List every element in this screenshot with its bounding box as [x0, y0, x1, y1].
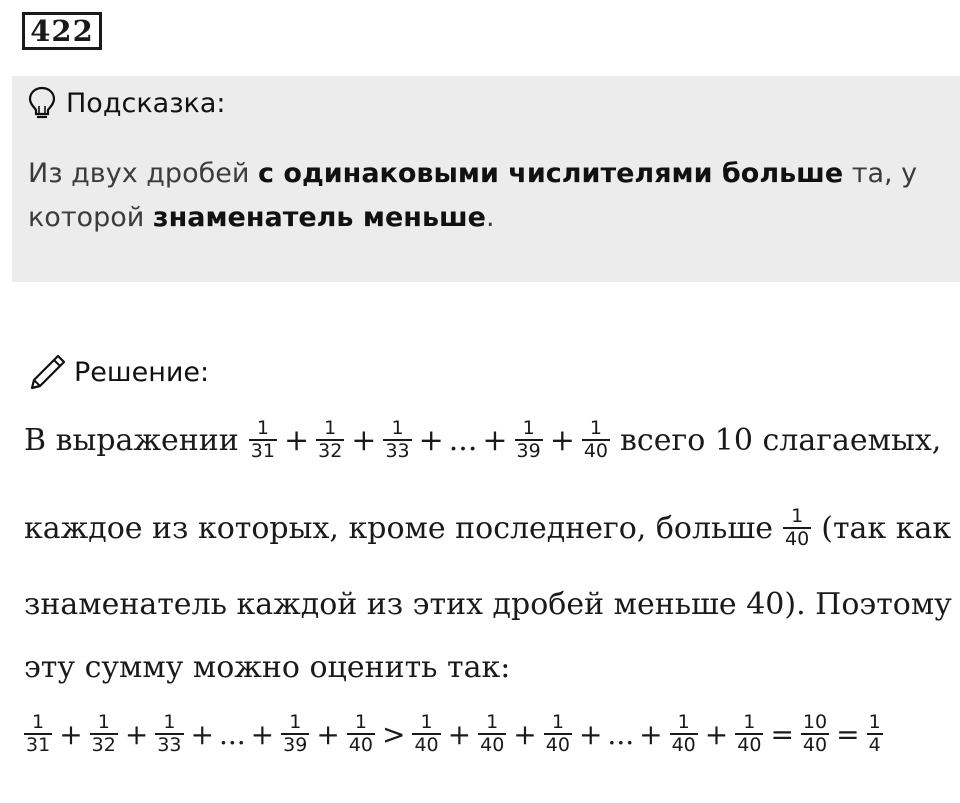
plus-sign: + [190, 717, 214, 751]
numerator: 1 [486, 711, 499, 733]
ellipsis: ... [218, 717, 246, 751]
ellipsis: ... [607, 717, 635, 751]
plus-sign: + [513, 717, 537, 751]
denominator: 32 [91, 734, 116, 756]
hint-text-1: Из двух дробей [28, 158, 258, 189]
numerator: 1 [791, 505, 804, 527]
solution-line-2 [24, 506, 951, 550]
fraction [867, 712, 883, 756]
denominator: 31 [26, 734, 51, 756]
plus-sign: + [482, 422, 508, 458]
pencil-icon [28, 352, 68, 392]
numerator: 10 [802, 711, 828, 733]
fraction [801, 712, 829, 756]
hint-title: Подсказка: [66, 87, 226, 119]
line1-start-text: В выражении [24, 422, 239, 458]
plus-sign: + [59, 717, 83, 751]
numerator: 1 [256, 417, 269, 439]
equals-sign: = [836, 717, 860, 751]
line2-start-text: каждое из которых, кроме последнего, больше [24, 510, 774, 546]
denominator: 40 [583, 440, 609, 462]
numerator: 1 [391, 417, 404, 439]
plus-sign: + [316, 717, 340, 751]
hint-header [28, 86, 226, 120]
numerator: 1 [551, 711, 564, 733]
numerator: 1 [420, 711, 433, 733]
fraction [783, 506, 811, 550]
numerator: 1 [163, 711, 176, 733]
lightbulb-icon [28, 86, 56, 120]
fraction [412, 712, 440, 756]
fraction [281, 712, 309, 756]
fraction [735, 712, 763, 756]
numerator: 1 [677, 711, 690, 733]
plus-sign: + [447, 717, 472, 751]
denominator: 40 [671, 734, 696, 756]
denominator: 39 [283, 734, 308, 756]
numerator: 1 [32, 711, 45, 733]
numerator: 1 [868, 711, 881, 733]
line3-text: знаменатель каждой из этих дробей меньше 40). Поэтому [24, 587, 952, 622]
hint-text [28, 152, 928, 240]
plus-sign: + [639, 717, 663, 751]
fraction [515, 418, 543, 462]
denominator: 40 [545, 734, 570, 756]
fraction [670, 712, 698, 756]
plus-sign: + [578, 717, 603, 751]
fraction [582, 418, 610, 462]
denominator: 40 [414, 734, 439, 756]
line1-end-text: всего 10 слагаемых, [620, 422, 942, 458]
numerator: 1 [743, 711, 756, 733]
denominator: 40 [785, 528, 810, 550]
denominator: 33 [157, 734, 182, 756]
numerator: 1 [289, 711, 302, 733]
plus-sign: + [704, 717, 729, 751]
fraction [544, 712, 572, 756]
solution-line-1 [24, 418, 941, 462]
plus-sign: + [351, 422, 377, 458]
fraction [249, 418, 277, 462]
fraction [316, 418, 344, 462]
numerator: 1 [354, 711, 367, 733]
denominator: 40 [802, 734, 828, 756]
hint-text-2: та, у [843, 158, 918, 189]
line2-end-text: (так как [821, 510, 952, 546]
plus-sign: + [283, 422, 310, 458]
greater-than-sign: > [381, 717, 406, 751]
line4-text: эту сумму можно оценить так: [24, 650, 511, 685]
plus-sign: + [418, 422, 444, 458]
problem-number: 422 [22, 12, 102, 50]
denominator: 40 [737, 734, 762, 756]
plus-sign: + [250, 717, 275, 751]
hint-emphasis-1: с одинаковыми числителями больше [257, 158, 844, 189]
fraction [24, 712, 52, 756]
hint-text-4: . [486, 202, 495, 233]
denominator: 31 [250, 440, 275, 462]
hint-text-3: которой [28, 202, 153, 233]
denominator: 4 [868, 734, 881, 756]
fraction [90, 712, 118, 756]
ellipsis: ... [448, 422, 478, 458]
inequality-line [22, 712, 885, 756]
solution-title: Решение: [74, 356, 210, 388]
denominator: 33 [385, 440, 410, 462]
plus-sign: + [549, 422, 575, 458]
equals-sign: = [770, 717, 794, 751]
numerator: 1 [589, 417, 602, 439]
fraction [155, 712, 183, 756]
numerator: 1 [97, 711, 110, 733]
denominator: 39 [516, 440, 541, 462]
denominator: 40 [480, 734, 505, 756]
fraction [347, 712, 375, 756]
solution-line-4 [24, 650, 510, 685]
plus-sign: + [124, 717, 149, 751]
denominator: 40 [348, 734, 373, 756]
numerator: 1 [324, 417, 337, 439]
solution-header [28, 352, 209, 392]
solution-line-3 [24, 587, 952, 622]
fraction [478, 712, 506, 756]
denominator: 32 [318, 440, 343, 462]
numerator: 1 [522, 417, 535, 439]
hint-emphasis-2: знаменатель меньше [152, 202, 486, 233]
fraction [383, 418, 411, 462]
